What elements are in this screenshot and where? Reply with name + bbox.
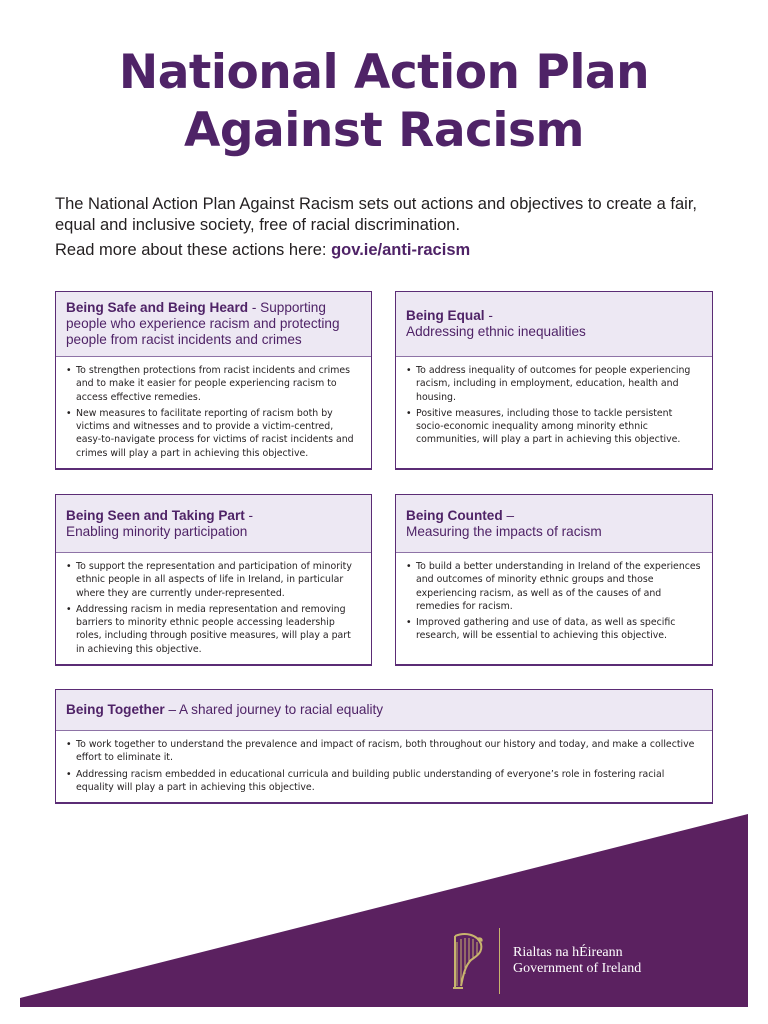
list-item: • To build a better understanding in Ireland of the experiences and outcomes of minority ethnic groups and those experiencing racism, as well as of the causes of and remedies for racism.: [406, 560, 702, 613]
list-item: • Improved gathering and use of data, as well as specific research, will be essential to achieving this objective.: [406, 616, 702, 643]
list-item: • Positive measures, including those to tackle persistent socio-economic inequality among minority ethnic communities, will play a part in achieving this objective.: [406, 407, 702, 447]
card-subtitle: – A shared journey to racial equality: [164, 702, 384, 717]
list-item: • New measures to facilitate reporting of racism both by victims and witnesses and to provide a victim-centred, easy-to-navigate process for victims of racist incidents and crimes will play a part in achieving this objective.: [66, 407, 361, 460]
logo-divider: [499, 928, 500, 994]
card-subtitle: - Supporting people who experience racism and protecting people from racist incidents and crimes: [66, 300, 340, 347]
list-item: • To work together to understand the prevalence and impact of racism, both throughout our history and today, and make a collective effort to eliminate it.: [66, 738, 702, 765]
read-more-text: Read more about these actions here:: [55, 241, 332, 259]
card-subtitle: Measuring the impacts of racism: [406, 523, 602, 539]
list-item: • To support the representation and participation of minority ethnic people in all aspects of life in Ireland, in particular where they are currently under-represented.: [66, 560, 361, 600]
card-title: Being Safe and Being Heard: [66, 300, 249, 315]
card-heading: Being Equal - Addressing ethnic inequalities: [406, 308, 586, 339]
list-item: • To address inequality of outcomes for people experiencing racism, including in employment, education, health and housing.: [406, 364, 702, 404]
list-item: • Addressing racism in media representation and removing barriers to minority ethnic people accessing leadership roles, including through positive measures, will play a part in achieving this objective.: [66, 603, 361, 656]
card-heading: Being Counted – Measuring the impacts of racism: [406, 507, 602, 539]
list-item: • To strengthen protections from racist incidents and crimes and to make it easier for people experiencing racism to access effective remedies.: [66, 364, 361, 404]
government-name: [513, 945, 641, 977]
card-title: Being Seen and Taking Part: [66, 507, 245, 523]
list-item: • Addressing racism embedded in educational curricula and building public understanding of everyone’s role in fostering racial equality will play a part in achieving this objective.: [66, 768, 702, 795]
card-heading: Being Seen and Taking Part - Enabling minority participation: [66, 507, 254, 539]
page-title-line-2: Against Racism: [184, 103, 584, 158]
government-name-irish: Rialtas na hÉireann: [513, 945, 623, 960]
card-title: Being Together: [66, 702, 165, 717]
government-logo: [447, 926, 667, 996]
card-title: Being Counted: [406, 507, 503, 523]
page-title-line-1: National Action Plan: [118, 45, 650, 100]
government-name-english: Government of Ireland: [513, 961, 642, 976]
intro-text: The National Action Plan Against Racism sets out actions and objectives to create a fair, equal and inclusive society, free of racial discrimination.: [55, 195, 698, 234]
anti-racism-link[interactable]: gov.ie/anti-racism: [331, 241, 471, 259]
harp-icon: [447, 930, 487, 992]
card-title: Being Equal: [406, 308, 485, 323]
card-subtitle: Enabling minority participation: [66, 523, 248, 539]
card-subtitle: Addressing ethnic inequalities: [406, 324, 586, 339]
